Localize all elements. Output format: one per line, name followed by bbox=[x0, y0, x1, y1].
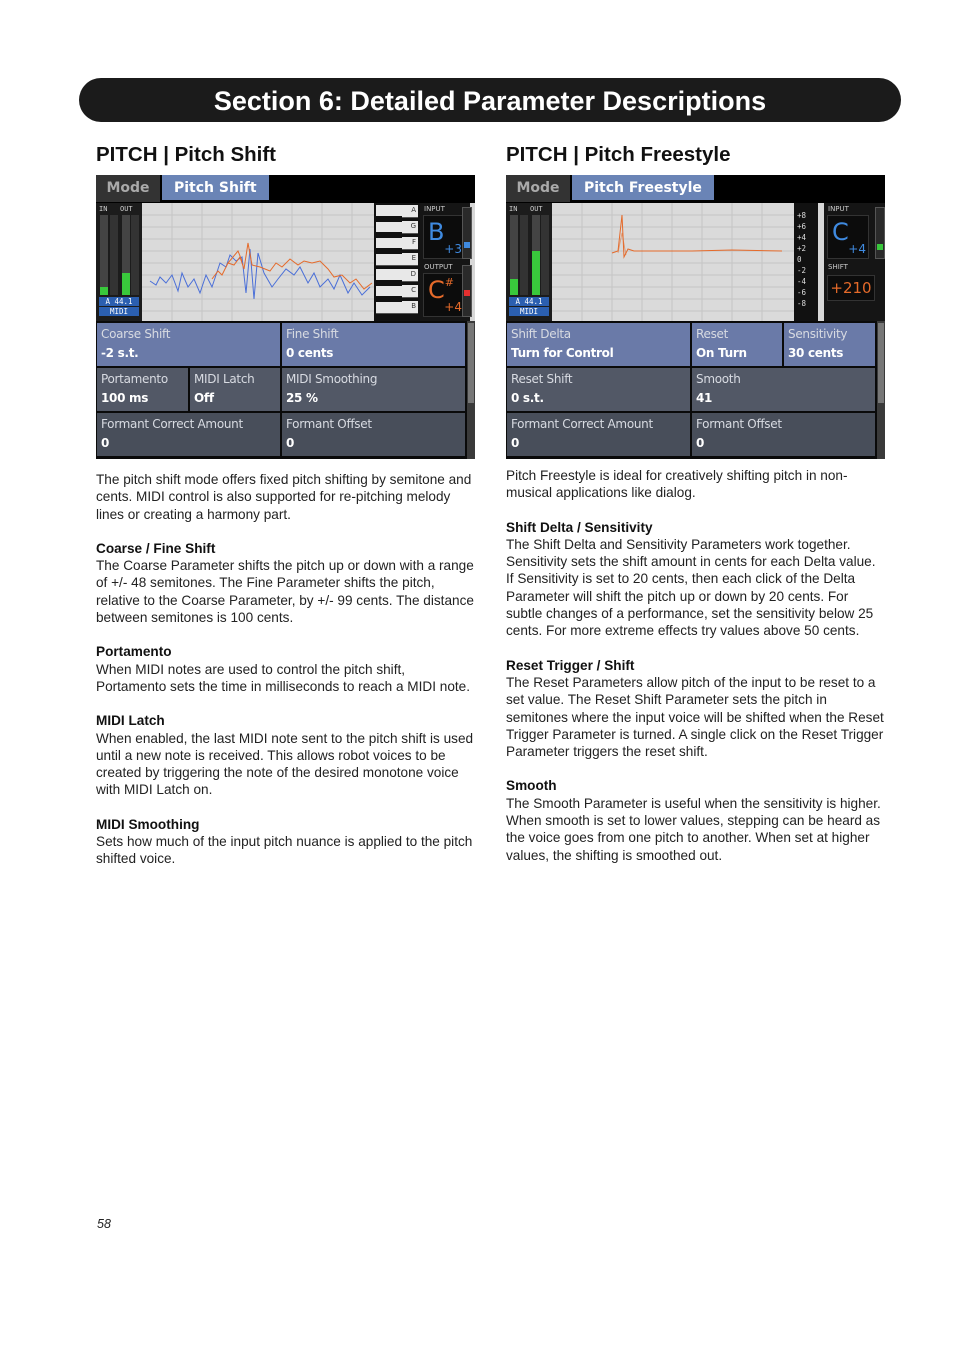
section-reset-trigger-shift: Reset Trigger / Shift The Reset Parameters allow pitch of the input to be reset to a set value. The Reset Shift Parameter sets the pitch in semitones where the input voice will be shifted when the Reset Trigger Parameter is turned. A single click on the Reset Trigger Parameter triggers the reset shift. bbox=[506, 657, 884, 760]
meter-in-label: IN bbox=[509, 205, 518, 213]
key-label: F bbox=[411, 238, 416, 246]
midi-badge: MIDI bbox=[99, 307, 139, 316]
param-sensitivity[interactable]: Sensitivity 30 cents bbox=[784, 323, 875, 366]
parameter-grid bbox=[506, 321, 885, 459]
param-scrollbar[interactable] bbox=[467, 321, 475, 459]
param-formant-offset[interactable]: Formant Offset 0 bbox=[282, 413, 465, 456]
param-shift-delta[interactable]: Shift Delta Turn for Control bbox=[507, 323, 690, 366]
scale-tick: 0 bbox=[797, 255, 802, 264]
pitch-freestyle-screen bbox=[506, 175, 885, 459]
input-offset: +4 bbox=[848, 242, 866, 256]
meter-out-label: OUT bbox=[120, 205, 133, 213]
pitch-display bbox=[96, 203, 475, 321]
pitch-shift-screen bbox=[96, 175, 475, 459]
output-label: OUTPUT bbox=[424, 263, 453, 271]
key-label: B bbox=[411, 302, 416, 310]
input-meter bbox=[510, 215, 518, 295]
param-midi-smoothing[interactable]: MIDI Smoothing 25 % bbox=[282, 368, 465, 411]
tab-mode[interactable]: Mode bbox=[96, 175, 160, 202]
section-coarse-fine: Coarse / Fine Shift The Coarse Parameter shifts the pitch up or down with a range of +/- 48 semitones. The Fine Parameter shifts the pitch, relative to the Coarse Parameter, by +/- 99 cents. The distance between semitones is 100 cents. bbox=[96, 540, 474, 626]
param-reset[interactable]: Reset On Turn bbox=[692, 323, 782, 366]
param-smooth[interactable]: Smooth 41 bbox=[692, 368, 875, 411]
section-smooth: Smooth The Smooth Parameter is useful when the sensitivity is higher. When smooth is set to lower values, stepping can be heard as the voice goes from one pitch to another. When set at higher values, the shifting is smoothed out. bbox=[506, 778, 881, 863]
output-note: C# bbox=[428, 276, 454, 304]
input-meter-right bbox=[520, 215, 528, 295]
pitch-freestyle-heading: PITCH | Pitch Freestyle bbox=[506, 143, 731, 166]
param-coarse-shift[interactable]: Coarse Shift -2 s.t. bbox=[97, 323, 280, 366]
input-note-display bbox=[423, 215, 465, 259]
pitch-freestyle-text bbox=[506, 467, 886, 864]
scale-tick: +4 bbox=[797, 233, 807, 242]
tab-bar bbox=[96, 175, 475, 202]
input-correction-bar bbox=[462, 207, 472, 259]
pitch-shift-text bbox=[96, 471, 476, 868]
pitch-graph bbox=[142, 203, 374, 321]
output-correction-bar bbox=[462, 265, 472, 317]
input-meter-right bbox=[110, 215, 118, 295]
param-formant-correct-amount[interactable]: Formant Correct Amount 0 bbox=[507, 413, 690, 456]
intro-paragraph: Pitch Freestyle is ideal for creatively shifting pitch in non-musical applications like dialog. bbox=[506, 468, 848, 501]
pitch-readouts bbox=[420, 203, 470, 321]
scale-tick: +2 bbox=[797, 244, 807, 253]
tab-pitch-freestyle[interactable]: Pitch Freestyle bbox=[572, 175, 714, 200]
param-formant-correct-amount[interactable]: Formant Correct Amount 0 bbox=[97, 413, 280, 456]
param-fine-shift[interactable]: Fine Shift 0 cents bbox=[282, 323, 465, 366]
section-shift-delta-sensitivity: Shift Delta / Sensitivity The Shift Delta and Sensitivity Parameters work together. Sensitivity sets the shift amount in cents for each Delta value. If Sensitivity is set to 20 cents, then each click of the Delta Parameter will shift the pitch up or down by 20 cents. For subtle changes of a performance, set the sensitivity below 25 cents. For more extreme effects try values above 50 cents. bbox=[506, 519, 876, 639]
level-meters bbox=[506, 203, 552, 321]
output-meter bbox=[122, 215, 130, 295]
input-label: INPUT bbox=[424, 205, 445, 213]
key-label: G bbox=[410, 222, 416, 230]
scale-tick: -8 bbox=[797, 299, 807, 308]
input-correction-bar bbox=[875, 207, 885, 259]
tab-bar bbox=[506, 175, 885, 202]
scale-tick: -4 bbox=[797, 277, 807, 286]
output-note-display bbox=[423, 273, 465, 317]
key-label: A bbox=[411, 206, 416, 214]
shift-label: SHIFT bbox=[828, 263, 848, 271]
meter-out-label: OUT bbox=[530, 205, 543, 213]
param-scrollbar[interactable] bbox=[877, 321, 885, 459]
scale-tick: -6 bbox=[797, 288, 807, 297]
param-formant-offset[interactable]: Formant Offset 0 bbox=[692, 413, 875, 456]
key-label: D bbox=[410, 270, 416, 278]
input-note-display bbox=[827, 215, 869, 259]
shift-value-display: +210 bbox=[827, 275, 875, 301]
input-meter bbox=[100, 215, 108, 295]
param-reset-shift[interactable]: Reset Shift 0 s.t. bbox=[507, 368, 690, 411]
key-label: C bbox=[411, 286, 416, 294]
key-label: E bbox=[411, 254, 416, 262]
input-note: B bbox=[428, 218, 445, 246]
output-meter-right bbox=[541, 215, 549, 295]
pitch-shift-heading: PITCH | Pitch Shift bbox=[96, 143, 276, 166]
pitch-readouts bbox=[824, 203, 885, 321]
section-title-banner: Section 6: Detailed Parameter Descriptions bbox=[79, 78, 901, 122]
param-midi-latch[interactable]: MIDI Latch Off bbox=[190, 368, 280, 411]
input-note: C bbox=[832, 218, 849, 246]
scale-tick: +8 bbox=[797, 211, 807, 220]
scale-tick: -2 bbox=[797, 266, 807, 275]
section-portamento: Portamento When MIDI notes are used to control the pitch shift, Portamento sets the time in milliseconds to reach a MIDI note. bbox=[96, 644, 470, 694]
level-meters bbox=[96, 203, 142, 321]
shift-scale bbox=[794, 203, 818, 321]
sample-rate-badge: A 44.1 bbox=[99, 297, 139, 306]
output-meter-right bbox=[131, 215, 139, 295]
scale-tick: +6 bbox=[797, 222, 807, 231]
input-label: INPUT bbox=[828, 205, 849, 213]
section-midi-smoothing: MIDI Smoothing Sets how much of the input pitch nuance is applied to the pitch shifted voice. bbox=[96, 816, 473, 867]
pitch-graph bbox=[552, 203, 794, 321]
input-offset: +3 bbox=[444, 242, 462, 256]
midi-badge: MIDI bbox=[509, 307, 549, 316]
intro-paragraph: The pitch shift mode offers fixed pitch shifting by semitone and cents. MIDI control is also supported for re-pitching melody lines or creating a harmony part. bbox=[96, 472, 472, 522]
pitch-shift-column bbox=[96, 140, 476, 885]
section-midi-latch: MIDI Latch When enabled, the last MIDI note sent to the pitch shift is used until a new note is received. This allows robot voices to be created by triggering the note of the desired monotone voice with MIDI Latch on. bbox=[96, 713, 474, 798]
parameter-grid bbox=[96, 321, 475, 459]
pitch-display bbox=[506, 203, 885, 321]
piano-keyboard bbox=[374, 203, 420, 321]
output-meter bbox=[532, 215, 540, 295]
param-portamento[interactable]: Portamento 100 ms bbox=[97, 368, 188, 411]
meter-in-label: IN bbox=[99, 205, 108, 213]
tab-mode[interactable]: Mode bbox=[506, 175, 570, 202]
page-number: 58 bbox=[97, 1217, 111, 1231]
tab-pitch-shift[interactable]: Pitch Shift bbox=[162, 175, 269, 200]
pitch-freestyle-column bbox=[506, 140, 886, 881]
output-offset: +4 bbox=[444, 300, 462, 314]
sample-rate-badge: A 44.1 bbox=[509, 297, 549, 306]
